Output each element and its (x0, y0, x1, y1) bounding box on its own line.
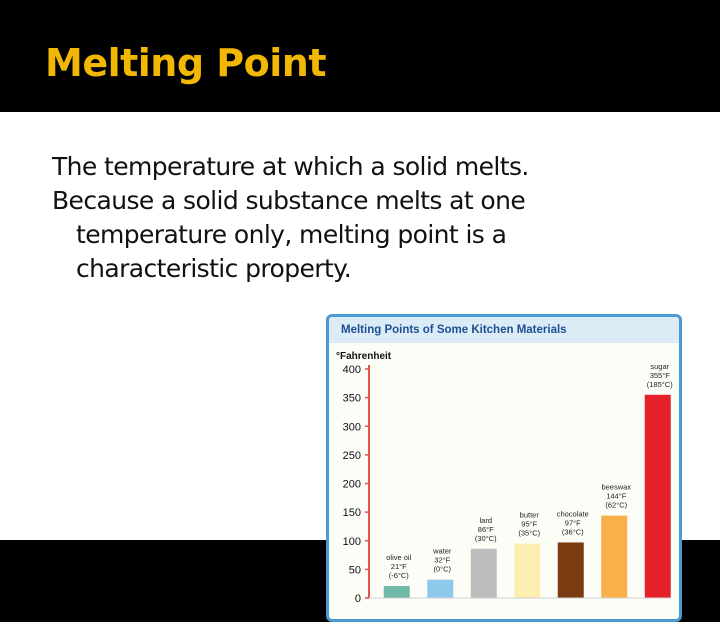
body-line: temperature only, melting point is a (76, 220, 507, 249)
bar-label-fahrenheit: 144°F (606, 491, 627, 501)
bar-label-name: water (433, 546, 452, 556)
y-tick-label: 250 (342, 449, 361, 462)
bar-label-name: butter (519, 510, 539, 520)
bar-label-name: olive oil (386, 552, 412, 562)
bar-label-celsius: (35°C) (518, 528, 541, 538)
bar-label-name: sugar (650, 361, 670, 371)
body-text (52, 150, 692, 286)
bar-label-fahrenheit: 86°F (477, 524, 494, 534)
bar-label-name: beeswax (601, 482, 632, 492)
bar-label-fahrenheit: 355°F (649, 370, 670, 380)
bar-water (427, 580, 453, 598)
body-line: characteristic property. (76, 254, 352, 283)
slide-content (0, 112, 720, 605)
y-tick-label: 300 (342, 421, 361, 434)
melting-points-chart (329, 343, 679, 622)
y-tick-label: 0 (354, 593, 361, 605)
slide-title: Melting Point (45, 41, 326, 85)
y-tick-label: 200 (342, 478, 361, 491)
bar-butter (514, 544, 540, 598)
melting-points-figure (326, 314, 682, 622)
bar-olive-oil (384, 586, 410, 598)
y-tick-label: 350 (342, 392, 361, 405)
bar-lard (471, 549, 497, 598)
y-tick-label: 50 (348, 564, 361, 577)
bar-label-fahrenheit: 21°F (390, 561, 407, 571)
bar-sugar (645, 395, 671, 598)
bar-label-celsius: (62°C) (605, 500, 628, 510)
body-line: The temperature at which a solid melts. (52, 152, 529, 181)
chart-title: Melting Points of Some Kitchen Materials (329, 317, 679, 343)
bar-chocolate (558, 542, 584, 598)
y-axis-label: °Fahrenheit (336, 351, 392, 362)
bar-label-name: lard (479, 515, 493, 525)
bar-label-fahrenheit: 32°F (434, 555, 451, 565)
bar-label-fahrenheit: 97°F (564, 518, 581, 528)
bar-label-celsius: (0°C) (433, 564, 452, 574)
bar-beeswax (601, 516, 627, 598)
bar-label-celsius: (30°C) (474, 533, 497, 543)
bar-label-celsius: (36°C) (561, 527, 584, 537)
y-tick-label: 400 (342, 364, 361, 376)
bar-label-celsius: (185°C) (646, 379, 673, 389)
bar-label-fahrenheit: 95°F (521, 519, 538, 529)
bar-label-name: chocolate (556, 509, 589, 519)
y-tick-label: 150 (342, 507, 361, 520)
y-tick-label: 100 (342, 535, 361, 548)
bar-label-celsius: (-6°C) (388, 570, 409, 580)
body-line: Because a solid substance melts at one (52, 186, 526, 215)
